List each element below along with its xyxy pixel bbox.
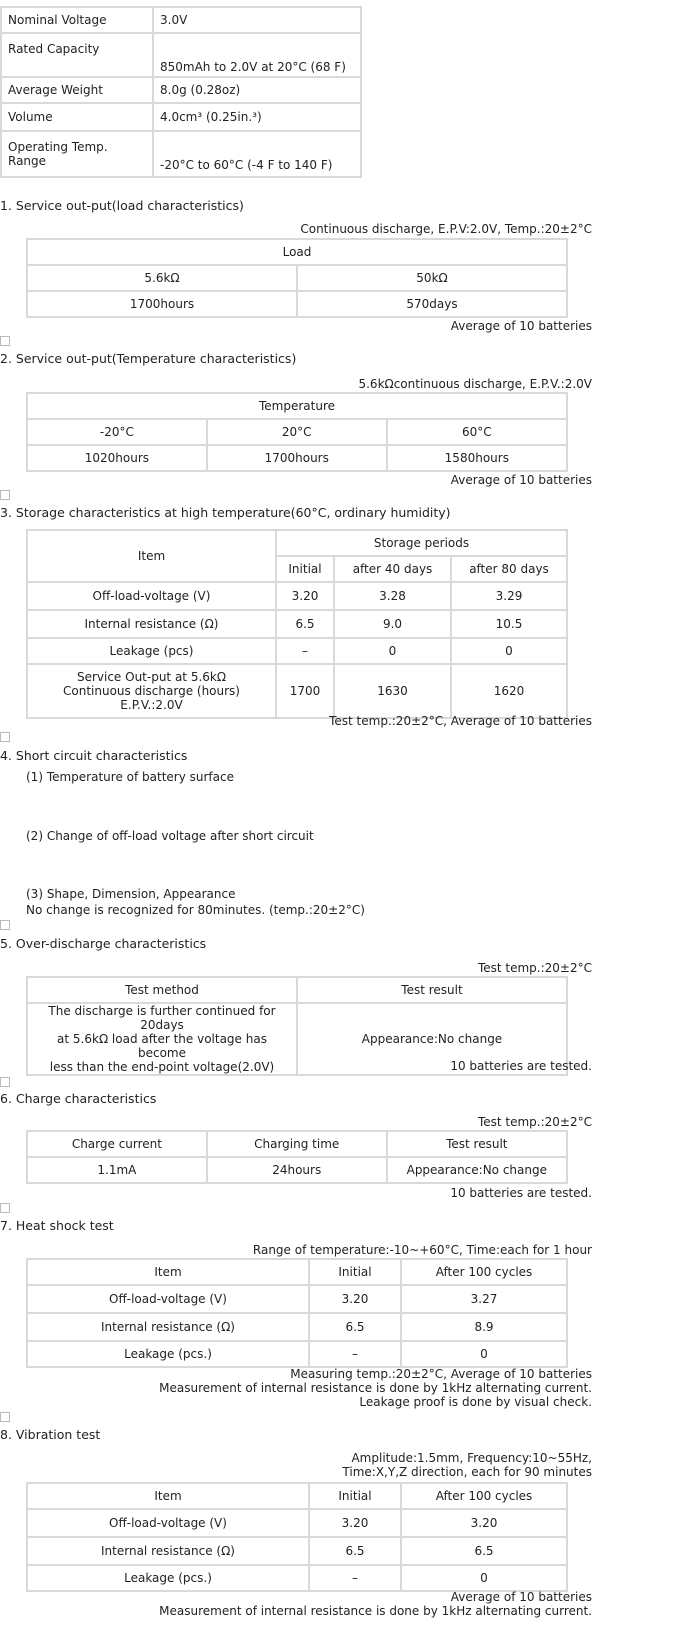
section-8-note-2: Measurement of internal resistance is done by 1kHz alternating current. — [159, 1604, 592, 1618]
appearance-result: No change is recognized for 80minutes. (temp.:20±2°C) — [26, 903, 365, 917]
section-6-conditions: Test temp.:20±2°C — [477, 1115, 592, 1129]
section-2-title: 2. Service out-put(Temperature characteristics) — [0, 351, 297, 366]
table-row: Off-load-voltage (V) 3.20 3.20 — [27, 1509, 567, 1537]
table-row: Average Weight 8.0g (0.28oz) — [1, 77, 361, 103]
table-row: Item Initial After 100 cycles — [27, 1483, 567, 1509]
placeholder-image-icon — [0, 1203, 10, 1213]
table-row: Off-load-voltage (V) 3.20 3.27 — [27, 1285, 567, 1313]
section-1-title: 1. Service out-put(load characteristics) — [0, 198, 244, 213]
section-8-conditions-2: Time:X,Y,Z direction, each for 90 minutes — [342, 1465, 592, 1479]
section-3-note: Test temp.:20±2°C, Average of 10 batteries — [329, 714, 592, 728]
vibration-table — [26, 1482, 568, 1592]
load-table — [26, 238, 568, 318]
section-7-conditions: Range of temperature:-10~+60°C, Time:each for 1 hour — [252, 1243, 592, 1257]
table-row: Operating Temp. Range -20°C to 60°C (-4 F to 140 F) — [1, 131, 361, 177]
heat-shock-table — [26, 1258, 568, 1368]
section-6-note: 10 batteries are tested. — [450, 1186, 592, 1200]
temperature-table — [26, 392, 568, 472]
table-row: Internal resistance (Ω) 6.5 8.9 — [27, 1313, 567, 1341]
placeholder-image-icon — [0, 920, 10, 930]
table-row: Charge current Charging time Test result — [27, 1131, 567, 1157]
section-8-conditions-1: Amplitude:1.5mm, Frequency:10~55Hz, — [351, 1451, 592, 1465]
table-row: Test method Test result — [27, 977, 567, 1003]
surface-temperature-caption: (1) Temperature of battery surface — [26, 770, 234, 784]
table-row: Off-load-voltage (V) 3.20 3.28 3.29 — [27, 582, 567, 610]
placeholder-image-icon — [0, 336, 10, 346]
section-7-note-1: Measuring temp.:20±2°C, Average of 10 batteries — [290, 1367, 592, 1381]
charge-table — [26, 1130, 568, 1184]
table-row: Nominal Voltage 3.0V — [1, 7, 361, 33]
placeholder-image-icon — [0, 1412, 10, 1422]
table-row: 5.6kΩ 50kΩ — [27, 265, 567, 291]
section-7-note-2: Measurement of internal resistance is done by 1kHz alternating current. — [159, 1381, 592, 1395]
table-row: Leakage (pcs.) – 0 — [27, 1565, 567, 1591]
section-2-conditions: 5.6kΩcontinuous discharge, E.P.V.:2.0V — [358, 377, 592, 391]
table-row: 1020hours 1700hours 1580hours — [27, 445, 567, 471]
section-5-conditions: Test temp.:20±2°C — [477, 961, 592, 975]
storage-table — [26, 529, 568, 719]
appearance-caption: (3) Shape, Dimension, Appearance — [26, 887, 236, 901]
spec-table — [0, 6, 362, 178]
table-row: Item Initial After 100 cycles — [27, 1259, 567, 1285]
section-7-note-3: Leakage proof is done by visual check. — [359, 1395, 592, 1409]
table-row: Internal resistance (Ω) 6.5 9.0 10.5 — [27, 610, 567, 638]
table-row: Rated Capacity 850mAh to 2.0V at 20°C (68 F) — [1, 33, 361, 77]
table-row: 1700hours 570days — [27, 291, 567, 317]
placeholder-image-icon — [0, 490, 10, 500]
section-4-title: 4. Short circuit characteristics — [0, 748, 188, 763]
table-row: 1.1mA 24hours Appearance:No change — [27, 1157, 567, 1183]
table-row: Temperature — [27, 393, 567, 419]
section-7-title: 7. Heat shock test — [0, 1218, 114, 1233]
table-row: The discharge is further continued for 20days at 5.6kΩ load after the voltage has become less than the end-point voltage(2.0V) Appearance:No change — [27, 1003, 567, 1075]
table-row: Initial after 40 days after 80 days — [27, 556, 567, 582]
placeholder-image-icon — [0, 732, 10, 742]
voltage-change-caption: (2) Change of off-load voltage after short circuit — [26, 829, 314, 843]
section-8-title: 8. Vibration test — [0, 1427, 101, 1442]
section-3-title: 3. Storage characteristics at high temperature(60°C, ordinary humidity) — [0, 505, 451, 520]
table-row: Volume 4.0cm³ (0.25in.³) — [1, 103, 361, 131]
table-row: -20°C 20°C 60°C — [27, 419, 567, 445]
section-5-title: 5. Over-discharge characteristics — [0, 936, 207, 951]
section-8-note-1: Average of 10 batteries — [450, 1590, 592, 1604]
section-6-title: 6. Charge characteristics — [0, 1091, 157, 1106]
table-row: Load — [27, 239, 567, 265]
table-row: Internal resistance (Ω) 6.5 6.5 — [27, 1537, 567, 1565]
section-2-note: Average of 10 batteries — [450, 473, 592, 487]
table-row: Service Out-put at 5.6kΩ Continuous discharge (hours) E.P.V.:2.0V 1700 1630 1620 — [27, 664, 567, 718]
table-row: Leakage (pcs) – 0 0 — [27, 638, 567, 664]
table-row: Item Storage periods — [27, 530, 567, 556]
section-1-conditions: Continuous discharge, E.P.V:2.0V, Temp.:20±2°C — [300, 222, 592, 236]
table-row: Leakage (pcs.) – 0 — [27, 1341, 567, 1367]
section-1-note: Average of 10 batteries — [450, 319, 592, 333]
placeholder-image-icon — [0, 1077, 10, 1087]
section-5-note: 10 batteries are tested. — [450, 1059, 592, 1073]
